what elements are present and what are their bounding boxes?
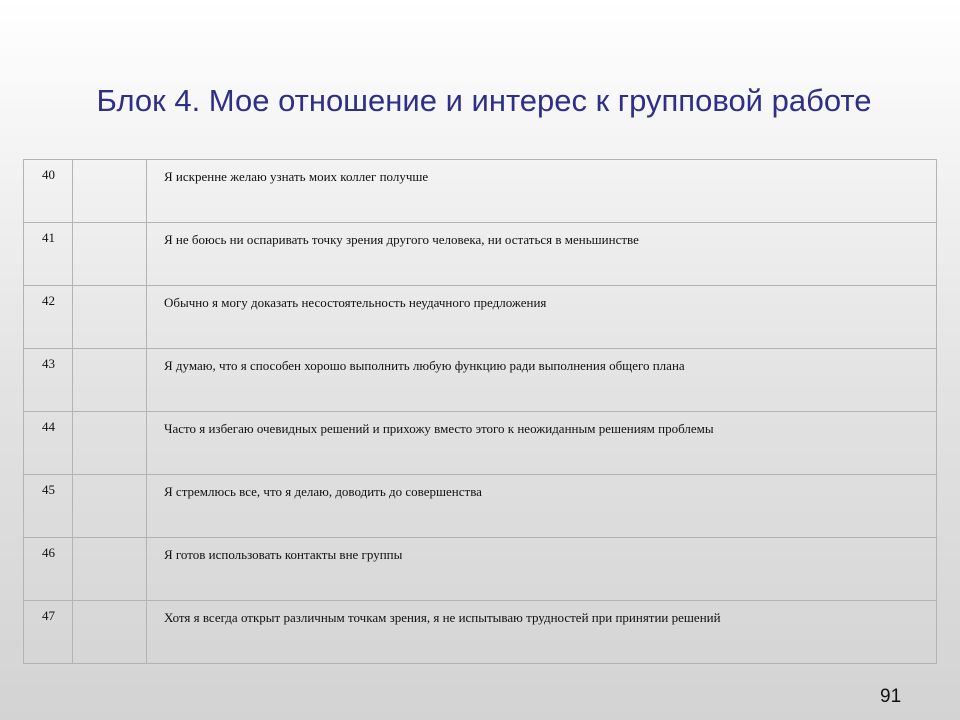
item-number-cell [24, 286, 73, 349]
table-row [24, 160, 937, 223]
statement-text: Хотя я всегда открыт различным точкам зрения, я не испытываю трудностей при принятии решений [164, 610, 721, 625]
statement-cell [147, 160, 937, 223]
table-row [24, 286, 937, 349]
statement-text: Я стремлюсь все, что я делаю, доводить до совершенства [164, 484, 482, 499]
item-number: 44 [42, 419, 55, 434]
statement-cell [147, 475, 937, 538]
answer-cell [73, 160, 147, 223]
statement-cell [147, 601, 937, 664]
item-number-cell [24, 160, 73, 223]
statement-text: Обычно я могу доказать несостоятельность неудачного предложения [164, 295, 547, 310]
item-number-cell [24, 349, 73, 412]
page-number: 91 [880, 686, 902, 707]
item-number: 41 [42, 230, 55, 245]
item-number-cell [24, 475, 73, 538]
statement-text: Я не боюсь ни оспаривать точку зрения другого человека, ни остаться в меньшинстве [164, 232, 639, 247]
answer-cell [73, 223, 147, 286]
statement-cell [147, 223, 937, 286]
statement-text: Я готов использовать контакты вне группы [164, 547, 403, 562]
item-number: 40 [42, 167, 55, 182]
table-row [24, 412, 937, 475]
answer-cell [73, 475, 147, 538]
item-number: 43 [42, 356, 55, 371]
statement-cell [147, 349, 937, 412]
survey-table [23, 159, 937, 664]
statement-text: Я искренне желаю узнать моих коллег получше [164, 169, 429, 184]
answer-cell [73, 349, 147, 412]
answer-cell [73, 286, 147, 349]
answer-cell [73, 538, 147, 601]
item-number: 47 [42, 608, 55, 623]
table-row [24, 475, 937, 538]
table-row [24, 223, 937, 286]
item-number-cell [24, 601, 73, 664]
item-number-cell [24, 538, 73, 601]
item-number-cell [24, 412, 73, 475]
table-row [24, 538, 937, 601]
table-row [24, 349, 937, 412]
answer-cell [73, 412, 147, 475]
statement-cell [147, 538, 937, 601]
table-row [24, 601, 937, 664]
statement-cell [147, 286, 937, 349]
item-number: 42 [42, 293, 55, 308]
item-number: 46 [42, 545, 55, 560]
statement-cell [147, 412, 937, 475]
item-number-cell [24, 223, 73, 286]
answer-cell [73, 601, 147, 664]
statement-text: Я думаю, что я способен хорошо выполнить любую функцию ради выполнения общего плана [164, 358, 685, 373]
statement-text: Часто я избегаю очевидных решений и прихожу вместо этого к неожиданным решениям проблемы [164, 421, 714, 436]
slide-title: Блок 4. Мое отношение и интерес к групповой работе [96, 83, 872, 118]
item-number: 45 [42, 482, 55, 497]
